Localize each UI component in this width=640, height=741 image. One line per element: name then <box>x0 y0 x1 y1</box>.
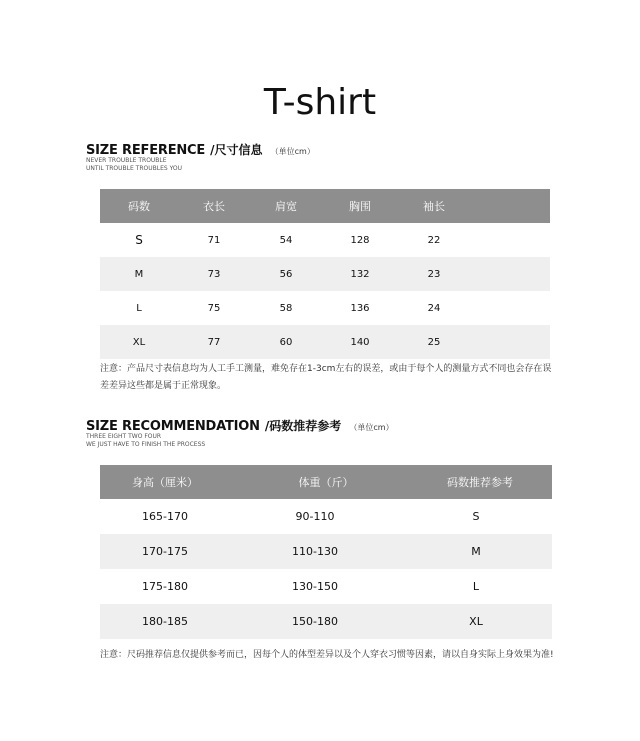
header-cell: 衣长 <box>178 189 250 223</box>
table-cell: 140 <box>322 325 398 359</box>
header-cell-empty <box>470 189 550 223</box>
table-cell: 90-110 <box>295 510 335 523</box>
size-reference-note-line-2: 差差异这些都是属于正常现象。 <box>100 381 227 391</box>
table-cell: 58 <box>279 302 293 314</box>
table-cell: 23 <box>398 257 470 291</box>
header-cell: 身高（厘米） <box>100 465 230 499</box>
table-header-row <box>100 465 552 499</box>
table-row <box>100 604 552 639</box>
table-header-row <box>100 189 550 223</box>
header-cell: 码数推荐参考 <box>400 465 552 499</box>
size-recommendation-subtitle-1: THREE EIGHT TWO FOUR <box>86 433 162 440</box>
size-recommendation-unit: （单位cm） <box>349 423 394 432</box>
table-cell: 130-150 <box>292 580 338 593</box>
size-reference-heading-zh: /尺寸信息 <box>210 143 263 157</box>
table-cell: 150-180 <box>230 604 400 639</box>
table-cell: M <box>100 257 178 291</box>
size-recommendation-heading-zh: /码数推荐参考 <box>264 419 342 433</box>
size-recommendation-heading-en: SIZE RECOMMENDATION <box>86 419 260 434</box>
size-recommendation-heading <box>86 415 394 434</box>
size-reference-note-line-1: 注意：产品尺寸表信息均为人工手工测量，难免存在1-3cm左右的误差，或由于每个人的测量方式不同也会存在误 <box>100 364 552 374</box>
table-cell: 128 <box>350 234 370 246</box>
header-cell: 胸围 <box>322 189 398 223</box>
table-cell: 75 <box>207 302 221 314</box>
table-cell: M <box>400 534 552 569</box>
table-cell: 136 <box>350 302 370 314</box>
table-cell: S <box>472 510 480 523</box>
header-cell: 肩宽 <box>250 189 322 223</box>
table-cell: L <box>136 302 142 314</box>
table-row <box>100 534 552 569</box>
table-row <box>100 499 552 534</box>
size-reference-heading <box>86 139 315 158</box>
table-row <box>100 325 550 359</box>
table-cell-empty <box>470 325 550 359</box>
table-cell-empty <box>470 257 550 291</box>
table-cell: 60 <box>250 325 322 359</box>
table-cell: 165-170 <box>142 510 188 523</box>
size-reference-subtitle-2: UNTIL TROUBLE TROUBLES YOU <box>86 165 183 172</box>
table-cell: L <box>472 580 480 593</box>
header-cell: 体重（斤） <box>230 465 400 499</box>
table-cell: XL <box>400 604 552 639</box>
table-cell-empty <box>470 223 550 257</box>
size-reference-unit: （单位cm） <box>270 147 315 156</box>
table-cell: XL <box>100 325 178 359</box>
table-cell: 180-185 <box>100 604 230 639</box>
size-recommendation-note: 注意：尺码推荐信息仅提供参考而已，因每个人的体型差异以及个人穿衣习惯等因素，请以自身实际上身效果为准! <box>100 650 554 660</box>
table-cell: 110-130 <box>230 534 400 569</box>
size-reference-note <box>100 361 560 395</box>
table-cell: 56 <box>250 257 322 291</box>
size-reference-heading-en: SIZE REFERENCE <box>86 143 206 158</box>
table-cell: S <box>135 233 143 247</box>
table-cell: 175-180 <box>142 580 188 593</box>
table-cell: 54 <box>279 234 293 246</box>
table-cell-empty <box>470 291 550 325</box>
page-title: T-shirt <box>263 82 377 123</box>
size-reference-table <box>100 189 550 359</box>
table-cell: 71 <box>207 234 221 246</box>
table-row <box>100 569 552 604</box>
table-cell: 25 <box>398 325 470 359</box>
header-cell: 码数 <box>100 189 178 223</box>
table-row <box>100 291 550 325</box>
size-recommendation-subtitle-2: WE JUST HAVE TO FINISH THE PROCESS <box>86 441 206 448</box>
table-row <box>100 257 550 291</box>
table-cell: 170-175 <box>100 534 230 569</box>
table-cell: 73 <box>178 257 250 291</box>
header-cell: 袖长 <box>398 189 470 223</box>
table-cell: 22 <box>427 234 441 246</box>
table-cell: 132 <box>322 257 398 291</box>
table-cell: 77 <box>178 325 250 359</box>
size-recommendation-table <box>100 465 552 639</box>
size-reference-subtitle-1: NEVER TROUBLE TROUBLE <box>86 157 167 164</box>
table-cell: 24 <box>427 302 441 314</box>
table-row <box>100 223 550 257</box>
